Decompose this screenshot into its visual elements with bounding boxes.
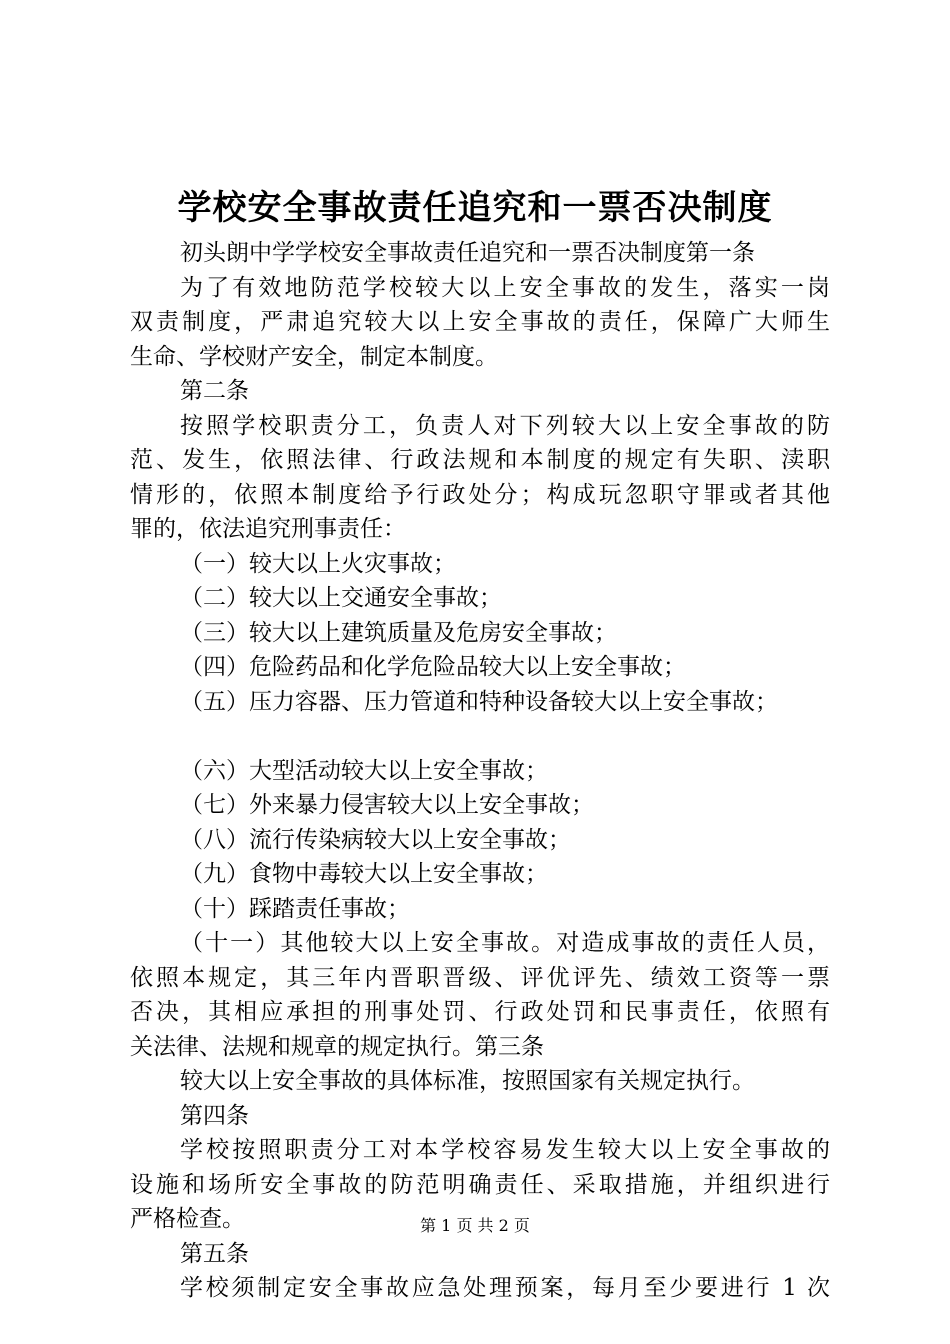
paragraph-line: （八）流行传染病较大以上安全事故；	[180, 826, 571, 853]
paragraph-line: 第四条	[180, 1102, 249, 1129]
paragraph-line: （四）危险药品和化学危险品较大以上安全事故；	[180, 654, 686, 680]
paragraph-line: 否决，其相应承担的刑事处罚、行政处罚和民事责任，依照有	[130, 999, 830, 1025]
paragraph-line: （六）大型活动较大以上安全事故；	[180, 757, 548, 784]
paragraph-line: 初头朗中学学校安全事故责任追究和一票否决制度第一条	[180, 240, 755, 266]
paragraph-line: （一）较大以上火灾事故；	[180, 550, 456, 577]
paragraph-line: （五）压力容器、压力管道和特种设备较大以上安全事故；	[180, 688, 778, 715]
paragraph-line: （九）食物中毒较大以上安全事故；	[180, 861, 548, 887]
paragraph-line: 第二条	[180, 378, 249, 404]
paragraph-line: 第五条	[180, 1240, 249, 1267]
paragraph-line: 学校须制定安全事故应急处理预案，每月至少要进行 1 次	[180, 1275, 830, 1301]
paragraph-line: 设施和场所安全事故的防范明确责任、采取措施，并组织进行	[130, 1171, 830, 1198]
blank-line	[130, 719, 830, 754]
paragraph-line: （三）较大以上建筑质量及危房安全事故；	[180, 619, 617, 646]
page-footer: 第 1 页 共 2 页	[420, 1216, 530, 1235]
paragraph-line: 较大以上安全事故的具体标准，按照国家有关规定执行。	[180, 1068, 755, 1094]
paragraph-line: 学校按照职责分工对本学校容易发生较大以上安全事故的	[180, 1137, 830, 1163]
paragraph-line: 依照本规定，其三年内晋职晋级、评优评先、绩效工资等一票	[130, 964, 830, 991]
paragraph-line: （十一）其他较大以上安全事故。对造成事故的责任人员，	[180, 930, 830, 956]
document-title: 学校安全事故责任追究和一票否决制度	[177, 188, 773, 228]
paragraph-line: （二）较大以上交通安全事故；	[180, 585, 502, 611]
paragraph-line: 双责制度，严肃追究较大以上安全事故的责任，保障广大师生	[130, 309, 830, 335]
paragraph-line: 关法律、法规和规章的规定执行。第三条	[130, 1033, 544, 1060]
document-body	[130, 236, 830, 1306]
paragraph-line: 按照学校职责分工，负责人对下列较大以上安全事故的防	[180, 412, 830, 439]
paragraph-line: 情形的，依照本制度给予行政处分；构成玩忽职守罪或者其他	[130, 481, 830, 508]
paragraph-line: （七）外来暴力侵害较大以上安全事故；	[180, 792, 594, 818]
paragraph-line: 为了有效地防范学校较大以上安全事故的发生，落实一岗	[180, 274, 830, 301]
paragraph-line: 严格检查。	[130, 1206, 245, 1232]
paragraph-line: （十）踩踏责任事故；	[180, 895, 410, 922]
paragraph-line: 罪的，依法追究刑事责任：	[130, 516, 406, 542]
paragraph-line: 生命、学校财产安全，制定本制度。	[130, 343, 498, 370]
paragraph-line: 范、发生，依照法律、行政法规和本制度的规定有失职、渎职	[130, 447, 830, 473]
